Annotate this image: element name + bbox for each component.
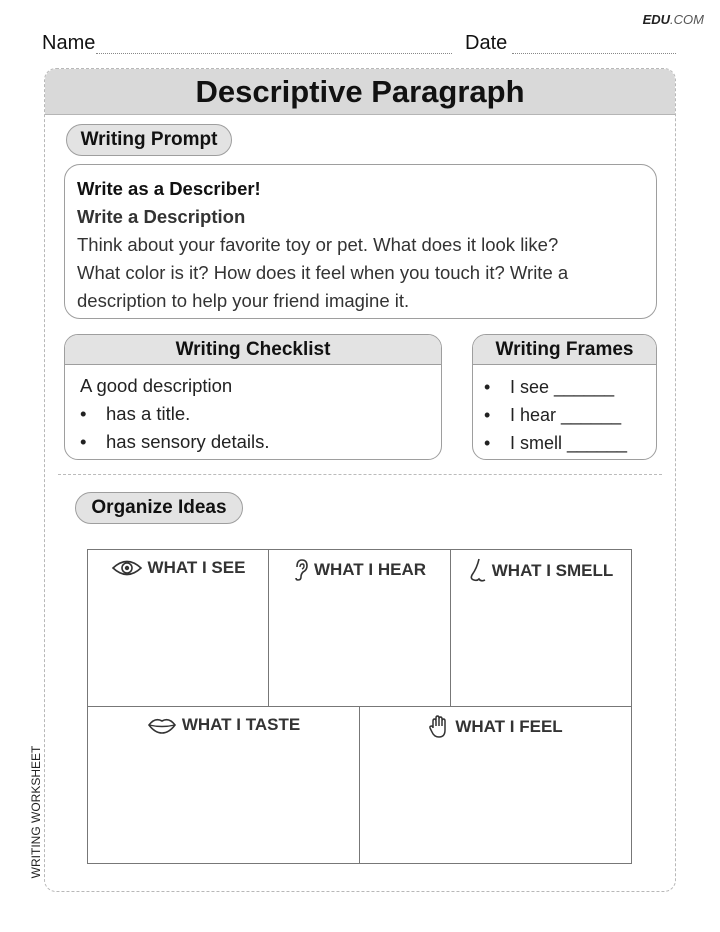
list-item: • has a title. [80,400,426,428]
organize-ideas-pill: Organize Ideas [75,492,243,524]
checklist-title: Writing Checklist [65,335,441,365]
writing-frames-panel [472,334,657,460]
see-cell[interactable] [87,549,269,707]
hear-cell[interactable] [268,549,451,707]
frame-item: I hear ______ [510,405,622,425]
checklist-intro: A good description [80,375,233,396]
prompt-subheading: Write a Description [77,206,246,227]
side-label: WRITING WORKSHEET [29,745,43,879]
prompt-line: description to help your friend imagine it. [77,290,410,311]
writing-prompt-pill: Writing Prompt [66,124,232,156]
writing-prompt-box [64,164,657,319]
ear-icon [293,558,309,582]
cell-label: WHAT I SMELL [491,561,614,580]
name-line[interactable] [96,53,452,54]
smell-cell[interactable] [450,549,632,707]
name-label: Name [42,32,96,54]
date-line[interactable] [512,53,676,54]
cell-label: WHAT I HEAR [313,560,427,579]
nose-icon [469,558,487,584]
brand-logo: EDU.COM [642,12,704,27]
date-label: Date [465,32,508,54]
list-item: • I smell ______ [484,429,645,457]
mouth-icon [147,715,177,735]
frames-title: Writing Frames [473,335,656,365]
hand-icon [428,715,450,739]
eye-icon [111,559,143,577]
prompt-line: Think about your favorite toy or pet. What does it look like? [77,234,559,255]
checklist-item: has sensory details. [106,431,270,452]
section-divider [58,474,662,475]
frame-item: I see ______ [510,377,615,397]
page-title: Descriptive Paragraph [45,69,675,115]
frame-item: I smell ______ [510,433,628,453]
prompt-line: What color is it? How does it feel when you touch it? Write a [77,262,569,283]
list-item: • I hear ______ [484,401,645,429]
list-item: • has sensory details. [80,428,426,456]
cell-label: WHAT I TASTE [181,715,301,734]
writing-checklist-panel [64,334,442,460]
feel-cell[interactable] [359,706,632,864]
checklist-item: has a title. [106,403,191,424]
list-item: • I see ______ [484,373,645,401]
prompt-heading: Write as a Describer! [77,178,261,199]
cell-label: WHAT I FEEL [455,717,563,736]
cell-label: WHAT I SEE [147,558,246,577]
taste-cell[interactable] [87,706,360,864]
